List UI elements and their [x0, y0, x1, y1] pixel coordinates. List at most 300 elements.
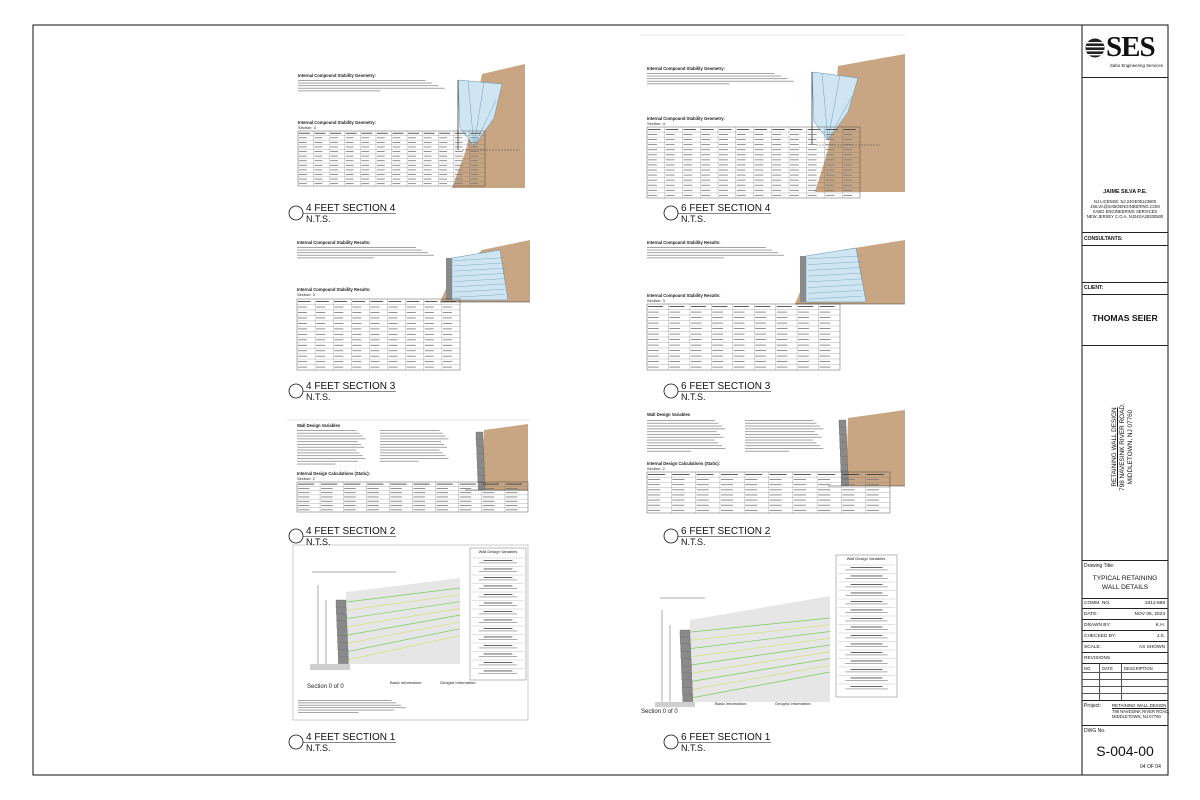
table-cell-text [389, 312, 398, 313]
revisions-title: REVISIONS [1084, 655, 1111, 661]
table-cell-text [777, 328, 788, 329]
table-cell-text [842, 474, 859, 475]
table-cell-text [701, 185, 710, 186]
fine-print-line [380, 458, 449, 459]
table-cell-text [648, 474, 665, 475]
table-cell-text [697, 484, 709, 485]
table-title: Internal Compound Stability Geometry: [298, 120, 376, 125]
wall-block [337, 614, 347, 621]
fine-print-line [297, 436, 363, 437]
table-cell-text [361, 137, 369, 138]
table-cell-text [407, 339, 416, 340]
section-scale: N.T.S. [306, 743, 331, 753]
legend-entry-text [845, 587, 887, 588]
table-cell-text [867, 510, 879, 511]
table-cell-text [672, 484, 684, 485]
checked-by-label: CHECKED BY: [1084, 633, 1117, 639]
project-city: MIDDLETOWN, NJ 07760 [1127, 409, 1134, 485]
table-cell-text [389, 307, 398, 308]
fine-print-line [647, 250, 772, 251]
table-cell-text [808, 159, 817, 160]
table-cell-text [701, 175, 710, 176]
table-cell-text [390, 492, 402, 493]
section-marker-circle [664, 529, 678, 543]
table-cell-text [794, 489, 806, 490]
table-cell-text [425, 361, 434, 362]
table-cell-text [843, 180, 852, 181]
table-cell-text [666, 149, 675, 150]
table-cell-text [808, 134, 817, 135]
table-cell-text [352, 345, 361, 346]
legend-entry-text [484, 569, 513, 570]
fine-print-line [297, 433, 360, 434]
table-cell-text [315, 183, 323, 184]
wall-block [841, 464, 848, 471]
table-cell-text [330, 133, 341, 134]
table-cell-text [361, 142, 369, 143]
table-cell-text [455, 160, 463, 161]
table-cell-text [772, 134, 781, 135]
panel-6ft-section-3 [647, 240, 905, 370]
table-cell-text [684, 165, 693, 166]
table-cell-text [367, 488, 379, 489]
table-cell-text [361, 174, 369, 175]
table-cell-text [437, 501, 449, 502]
table-cell-text [867, 500, 879, 501]
table-cell-text [820, 317, 831, 318]
table-cell-text [648, 479, 660, 480]
table-cell-text [367, 484, 383, 485]
table-cell-text [734, 345, 745, 346]
leveling-pad [310, 664, 350, 670]
table-cell-text [691, 317, 702, 318]
rev-column-divider [1099, 686, 1100, 693]
table-cell-text [666, 159, 675, 160]
table-cell-text [701, 144, 710, 145]
table-cell-text [437, 488, 449, 489]
table-cell-text [672, 489, 684, 490]
table-cell-text [377, 179, 385, 180]
table-cell-text [843, 139, 852, 140]
table-cell-text [414, 509, 426, 510]
retained-soil-area [346, 578, 460, 664]
wall-block [336, 607, 346, 614]
table-cell-text [425, 328, 434, 329]
table-cell-text [684, 180, 693, 181]
table-cell-text [648, 154, 657, 155]
table-cell-text [666, 185, 675, 186]
divider [1082, 232, 1168, 233]
fine-print-line [380, 433, 443, 434]
table-cell-text [370, 356, 379, 357]
table-cell-text [377, 174, 385, 175]
section-marker-circle [664, 384, 678, 398]
wall-block [477, 454, 484, 461]
fine-print-line [380, 438, 449, 439]
legend-entry-text [845, 612, 887, 613]
fine-print-line [297, 250, 422, 251]
table-cell-text [439, 179, 447, 180]
wall-block [682, 673, 692, 680]
table-cell-text [734, 339, 745, 340]
table-cell-text [298, 367, 307, 368]
table-cell-text [843, 170, 852, 171]
table-cell-text [299, 142, 307, 143]
table-cell-text [772, 129, 784, 130]
table-cell-text [843, 144, 852, 145]
table-cell-text [298, 318, 307, 319]
table-cell-text [334, 367, 343, 368]
table-cell-text [370, 334, 379, 335]
table-cell-text [669, 328, 680, 329]
legend-entry-text [851, 610, 883, 611]
table-cell-text [697, 510, 709, 511]
table-cell-text [648, 328, 659, 329]
table-cell-text [648, 484, 660, 485]
legend-entry-text [851, 593, 883, 594]
table-cell-text [755, 165, 764, 166]
table-cell-text [299, 174, 307, 175]
table-cell-text [334, 312, 343, 313]
table-cell-text [425, 350, 434, 351]
table-cell-text [299, 165, 307, 166]
table-cell-text [790, 149, 799, 150]
table-cell-text [777, 306, 792, 307]
table-cell-text [299, 170, 307, 171]
project-label: Project: [1084, 703, 1101, 709]
table-cell-text [321, 488, 333, 489]
legend-entry-text [851, 584, 883, 585]
checked-by-value: J.S. [1156, 633, 1165, 639]
legend-entry-text [851, 635, 883, 636]
wall-block [337, 621, 347, 628]
wall-block [681, 652, 691, 659]
table-cell-text [330, 137, 338, 138]
panel-6ft-section-2 [647, 410, 905, 513]
table-cell-text [344, 501, 356, 502]
comm-no-label: COMM. NO. [1084, 600, 1111, 606]
table-cell-text [334, 350, 343, 351]
wall-blocks [800, 256, 806, 302]
table-cell-text [826, 139, 835, 140]
basic-information-label: Basic Information: [390, 680, 423, 685]
project-name: RETAINING WALL DESIGN [1112, 703, 1167, 708]
client-name: THOMAS SEIER [1092, 313, 1158, 323]
table-cell-text [370, 361, 379, 362]
fine-print-line [647, 428, 725, 429]
legend-entry-text [484, 671, 513, 672]
table-cell-text [344, 505, 356, 506]
table-cell-text [437, 492, 449, 493]
table-cell-text [407, 345, 416, 346]
fine-print-line [297, 438, 366, 439]
table-cell-text [684, 170, 693, 171]
table-cell-text [666, 175, 675, 176]
table-cell-text [370, 312, 379, 313]
table-cell-text [393, 137, 401, 138]
table-cell-text [721, 489, 733, 490]
table-cell-text [842, 484, 854, 485]
table-cell-text [483, 488, 495, 489]
table-cell-text [315, 151, 323, 152]
table-cell-text [370, 328, 379, 329]
table-cell-text [352, 356, 361, 357]
table-cell-text [370, 301, 383, 302]
fine-print-line [647, 81, 794, 82]
comm-no-row [1082, 598, 1168, 609]
table-cell-text [672, 495, 684, 496]
fine-print-line [647, 426, 722, 427]
table-cell-text [737, 154, 746, 155]
table-cell-text [298, 356, 307, 357]
table-cell-text [321, 501, 333, 502]
legend-entry-text [484, 586, 513, 587]
table-cell-text [826, 165, 835, 166]
section-label-6ft-section-1 [664, 732, 771, 753]
table-cell-text [684, 134, 693, 135]
fine-print-line [297, 441, 358, 442]
table-cell-text [691, 323, 702, 324]
table-cell-text [298, 328, 307, 329]
table-cell-text [346, 151, 354, 152]
table-cell-text [330, 156, 338, 157]
table-cell-text [330, 165, 338, 166]
table-cell-text [798, 323, 809, 324]
fine-print-line [745, 434, 818, 435]
fine-print-line [745, 442, 816, 443]
table-cell-text [672, 479, 684, 480]
panel-6ft-section-4 [647, 54, 905, 198]
table-cell-text [298, 350, 307, 351]
table-cell-text [455, 133, 466, 134]
project-address: 798 NAVESINK RIVER ROAD, [1112, 709, 1170, 714]
project-address: 798 NAVESINK RIVER ROAD, [1119, 403, 1126, 491]
table-cell-text [666, 129, 678, 130]
table-cell-text [316, 345, 325, 346]
stability-results-table [647, 304, 840, 370]
table-cell-text [443, 301, 456, 302]
table-cell-text [648, 170, 657, 171]
panel-notes [647, 247, 784, 258]
table-cell-text [745, 484, 757, 485]
table-cell-text [346, 174, 354, 175]
legend-entry-text [479, 673, 517, 674]
table-section: Section: 3 [647, 298, 665, 303]
table-cell-text [443, 312, 452, 313]
table-cell-text [737, 190, 746, 191]
table-cell-text [377, 165, 385, 166]
fine-print-line [380, 452, 443, 453]
legend-entry-text [851, 618, 883, 619]
table-cell-text [455, 174, 463, 175]
table-cell-text [393, 170, 401, 171]
table-cell-text [745, 479, 757, 480]
legend-entry-text [484, 628, 513, 629]
table-cell-text [737, 129, 749, 130]
legend-entry-text [484, 594, 513, 595]
section-label-4ft-section-1 [289, 732, 396, 753]
fine-print-line [380, 447, 447, 448]
legend-entry-text [479, 580, 517, 581]
table-cell-text [483, 492, 495, 493]
table-cell-text [820, 328, 831, 329]
table-cell-text [334, 356, 343, 357]
fine-print-line [297, 461, 358, 462]
table-cell-text [408, 179, 416, 180]
table-cell-text [719, 144, 728, 145]
table-cell-text [425, 367, 434, 368]
table-cell-text [361, 133, 372, 134]
table-cell-text [370, 350, 379, 351]
table-cell-text [697, 495, 709, 496]
table-cell-text [439, 183, 447, 184]
table-cell-text [701, 190, 710, 191]
table-cell-text [826, 180, 835, 181]
fine-print-line [298, 712, 359, 713]
table-cell-text [408, 137, 416, 138]
table-cell-text [701, 165, 710, 166]
table-cell-text [298, 301, 311, 302]
engineer-firm: SABO ENGINEERING SERVICES [1092, 209, 1158, 214]
fine-print-line [647, 78, 787, 79]
wall-blocks [839, 420, 848, 486]
table-section: Section: 2 [297, 476, 315, 481]
table-cell-text [455, 183, 463, 184]
table-cell-text [316, 356, 325, 357]
table-cell-text [407, 323, 416, 324]
legend-entry-text [845, 629, 887, 630]
table-cell-text [408, 142, 416, 143]
table-cell-text [721, 484, 733, 485]
table-cell-text [808, 139, 817, 140]
table-cell-text [389, 301, 402, 302]
table-cell-text [755, 361, 766, 362]
table-cell-text [755, 144, 764, 145]
table-cell-text [669, 356, 680, 357]
fine-print-line [647, 76, 781, 77]
table-cell-text [439, 165, 447, 166]
table-cell-text [648, 495, 660, 496]
section-label-6ft-section-4 [664, 203, 771, 224]
table-cell-text [721, 495, 733, 496]
table-cell-text [798, 317, 809, 318]
legend-entry-text [851, 678, 883, 679]
table-cell-text [443, 318, 452, 319]
section-title: 6 FEET SECTION 2 [681, 526, 771, 537]
legend-entry-text [479, 622, 517, 623]
table-cell-text [745, 500, 757, 501]
table-cell-text [721, 500, 733, 501]
table-cell-text [684, 129, 696, 130]
table-cell-text [393, 174, 401, 175]
panel-6ft-section-1 [641, 555, 897, 715]
scale-row [1082, 642, 1168, 653]
table-cell-text [377, 160, 385, 161]
table-cell-text [843, 190, 852, 191]
table-cell-text [437, 497, 449, 498]
table-cell-text [734, 350, 745, 351]
table-cell-text [755, 139, 764, 140]
table-cell-text [648, 323, 659, 324]
rev-column-divider [1099, 693, 1100, 700]
table-cell-text [669, 361, 680, 362]
table-cell-text [439, 151, 447, 152]
table-cell-text [439, 142, 447, 143]
table-cell-text [407, 356, 416, 357]
table-cell-text [755, 170, 764, 171]
wall-block [337, 628, 347, 635]
section-title: 4 FEET SECTION 1 [306, 732, 396, 743]
section-title: 4 FEET SECTION 4 [306, 203, 396, 214]
table-cell-text [697, 500, 709, 501]
logo-company-name: Sabo Engineering Services [1110, 63, 1163, 68]
legend-entry-text [851, 669, 883, 670]
table-cell-text [298, 509, 310, 510]
table-cell-text [408, 165, 416, 166]
legend-entry-text [845, 646, 887, 647]
sheet-number: 04 OF 04 [1140, 764, 1161, 770]
table-cell-text [389, 345, 398, 346]
table-cell-text [407, 367, 416, 368]
table-cell-text [648, 129, 660, 130]
table-cell-text [334, 361, 343, 362]
fine-print-line [380, 450, 440, 451]
table-cell-text [352, 367, 361, 368]
rev-col-description: DESCRIPTION [1124, 665, 1153, 671]
table-cell-text [648, 505, 660, 506]
emblem-stripe [1086, 50, 1104, 51]
table-cell-text [414, 505, 426, 506]
table-cell-text [843, 185, 852, 186]
table-cell-text [826, 149, 835, 150]
table-cell-text [424, 170, 432, 171]
table-cell-text [755, 367, 766, 368]
table-cell-text [424, 165, 432, 166]
table-cell-text [772, 185, 781, 186]
table-cell-text [315, 137, 323, 138]
table-cell-text [470, 160, 478, 161]
table-cell-text [798, 356, 809, 357]
table-cell-text [666, 190, 675, 191]
consultants-label: CONSULTANTS: [1084, 236, 1123, 242]
wall-block [338, 650, 348, 657]
table-cell-text [334, 345, 343, 346]
table-cell-text [818, 484, 830, 485]
table-cell-text [648, 134, 657, 135]
fine-print-line [297, 450, 357, 451]
fine-print-line [380, 441, 441, 442]
table-cell-text [390, 505, 402, 506]
table-cell-text [439, 133, 450, 134]
table-cell-text [352, 312, 361, 313]
wall-block [839, 420, 846, 427]
table-cell-text [506, 501, 518, 502]
table-cell-text [437, 505, 449, 506]
client-label: CLIENT: [1084, 285, 1104, 291]
section-marker-circle [289, 206, 303, 220]
table-cell-text [334, 334, 343, 335]
section-label-4ft-section-3 [289, 381, 396, 402]
table-cell-text [321, 492, 333, 493]
table-cell-text [772, 180, 781, 181]
table-cell-text [407, 301, 420, 302]
table-cell-text [316, 339, 325, 340]
table-cell-text [691, 328, 702, 329]
table-cell-text [648, 165, 657, 166]
table-cell-text [408, 160, 416, 161]
wall-block [476, 432, 483, 439]
table-cell-text [393, 133, 404, 134]
